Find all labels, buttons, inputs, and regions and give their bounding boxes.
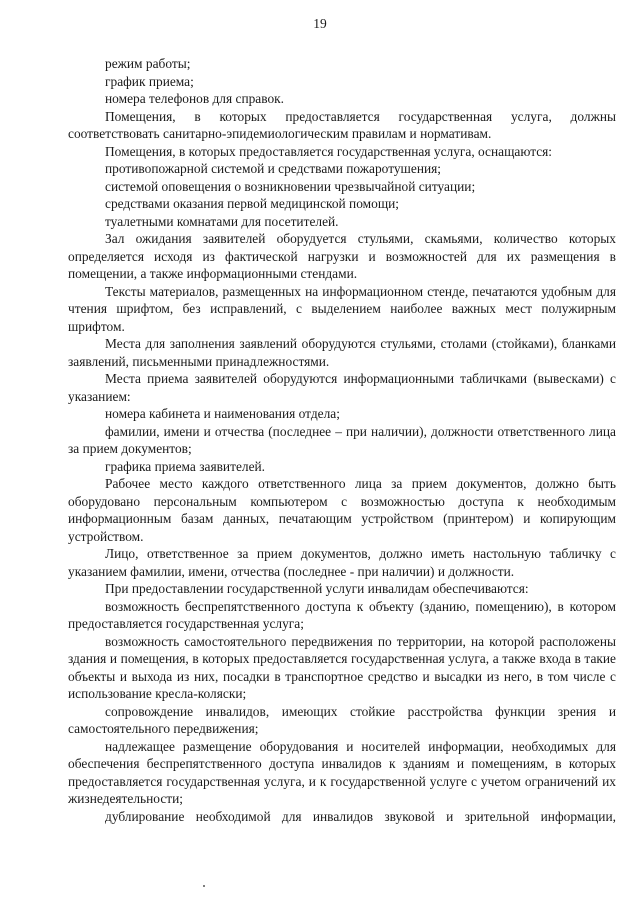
list-item-responsible-name: фамилии, имени и отчества (последнее – при наличии), должности ответственного лица за прием документов; <box>68 423 616 456</box>
paragraph-desk-sign: Лицо, ответственное за прием документов, должно иметь настольную табличку с указанием фамилии, имени, отчества (последнее - при наличии) и должности. <box>68 546 616 579</box>
paragraph-disabled-intro: При предоставлении государственной услуги инвалидам обеспечиваются: <box>105 581 529 596</box>
list-item-phones: номера телефонов для справок. <box>105 91 285 106</box>
paragraph-application-places: Места для заполнения заявлений оборудуются стульями, столами (стойками), бланками заявлений, письменными принадлежностями. <box>68 336 616 369</box>
paragraph-equipment-intro: Помещения, в которых предоставляется государственная услуга, оснащаются: <box>105 143 553 159</box>
list-item-escort: сопровождение инвалидов, имеющих стойкие расстройства функции зрения и самостоятельного передвижения; <box>68 703 616 736</box>
scan-speck <box>203 885 205 887</box>
paragraph-workplace: Рабочее место каждого ответственного лица за прием документов, должно быть оборудовано персональным компьютером с возможностью доступа к необходимым информационным базам данных, печатающим устройством (принтером) и копирующим устройством. <box>68 476 616 544</box>
list-item-toilets: туалетными комнатами для посетителей. <box>105 213 339 229</box>
list-item-office-number: номера кабинета и наименования отдела; <box>105 406 340 421</box>
list-item-barrier-free-access: возможность беспрепятственного доступа к объекту (зданию, помещению), в котором предоставляется государственная услуга; <box>68 598 616 631</box>
paragraph-sanitary-requirements: Помещения, в которых предоставляется государственная услуга, должны соответствовать санитарно-эпидемиологическим правилам и нормативам. <box>68 108 616 141</box>
list-item-fire-safety: противопожарной системой и средствами пожаротушения; <box>105 161 442 176</box>
paragraph-waiting-hall: Зал ожидания заявителей оборудуется стульями, скамьями, количество которых определяется исходя из фактической нагрузки и возможностей для их размещения в помещении, а также информационными стендами. <box>68 231 616 281</box>
document-body <box>68 55 616 825</box>
list-item-emergency-alert: системой оповещения о возникновении чрезвычайной ситуации; <box>105 178 476 194</box>
list-item-duplication: дублирование необходимой для инвалидов звуковой и зрительной информации, <box>105 808 616 824</box>
list-item-equipment-placement: надлежащее размещение оборудования и носителей информации, необходимых для обеспечения беспрепятственного доступа инвалидов к зданиям и помещениям, в которых предоставляется государственная услуга, и к государственной услуге с учетом ограничений их жизнедеятельности; <box>68 738 616 806</box>
paragraph-reception-places: Места приема заявителей оборудуются информационными табличками (вывесками) с указанием: <box>68 371 616 404</box>
paragraph-info-stand-texts: Тексты материалов, размещенных на информационном стенде, печатаются удобным для чтения шрифтом, без исправлений, с выделением наиболее важных мест полужирным шрифтом. <box>68 283 616 334</box>
list-item-independent-movement: возможность самостоятельного передвижения по территории, на которой расположены здания и помещения, в которых предоставляется государственная услуга, а также входа в такие объекты и выхода из них, посадки в транспортное средство и высадки из него, в том числе с использование кресла-коляски; <box>68 633 616 701</box>
list-item-schedule: график приема; <box>105 73 194 89</box>
list-item-work-mode: режим работы; <box>105 56 191 71</box>
list-item-reception-schedule: графика приема заявителей. <box>105 458 266 474</box>
page-number: 19 <box>313 16 327 31</box>
list-item-first-aid: средствами оказания первой медицинской помощи; <box>105 196 400 211</box>
